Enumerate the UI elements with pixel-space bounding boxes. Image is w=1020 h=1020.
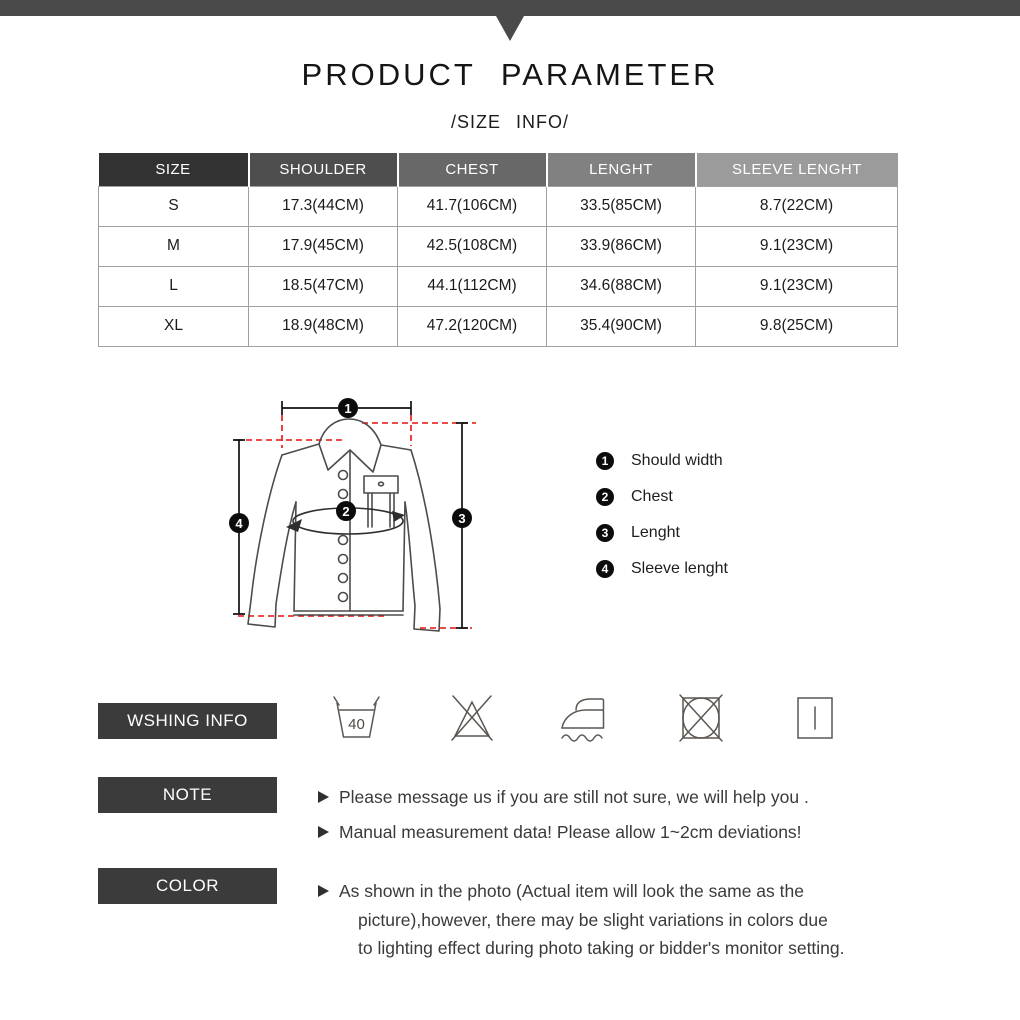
- table-cell: 18.9(48CM): [249, 306, 398, 346]
- col-header-lenght: LENGHT: [547, 153, 696, 186]
- legend-label: Sleeve lenght: [631, 560, 728, 577]
- legend-item: [596, 515, 728, 551]
- table-cell: 8.7(22CM): [696, 186, 898, 226]
- legend-label: Chest: [631, 488, 673, 505]
- legend-label: Lenght: [631, 524, 680, 541]
- measurement-legend: [596, 443, 728, 587]
- table-cell: 34.6(88CM): [547, 266, 696, 306]
- table-cell: 47.2(120CM): [398, 306, 547, 346]
- arrow-bullet-icon: [318, 791, 329, 803]
- badge-2: 2: [342, 504, 350, 519]
- table-cell: XL: [99, 306, 249, 346]
- number-4-icon: 4: [596, 560, 614, 578]
- table-cell: M: [99, 226, 249, 266]
- table-cell: 35.4(90CM): [547, 306, 696, 346]
- top-bar: [0, 0, 1020, 16]
- number-3-icon: 3: [596, 524, 614, 542]
- note-item: [318, 822, 802, 843]
- table-cell: 17.3(44CM): [249, 186, 398, 226]
- color-label: COLOR: [98, 868, 277, 904]
- color-text-line: picture),however, there may be slight variations in colors due: [358, 909, 828, 930]
- do-not-bleach-icon: [447, 692, 497, 742]
- arrow-bullet-icon: [318, 826, 329, 838]
- legend-label: Should width: [631, 452, 723, 469]
- table-cell: 41.7(106CM): [398, 186, 547, 226]
- col-header-shoulder: SHOULDER: [249, 153, 398, 186]
- badge-3: 3: [458, 511, 466, 526]
- col-header-size: SIZE: [99, 153, 249, 186]
- legend-item: [596, 443, 728, 479]
- down-triangle-icon: [496, 16, 524, 41]
- shirt-measurement-diagram: [224, 390, 492, 658]
- table-row: [99, 186, 898, 226]
- page-subtitle: /SIZE INFO/: [450, 112, 569, 132]
- table-row: [99, 266, 898, 306]
- drip-dry-icon: [792, 696, 838, 740]
- washing-info-label: WSHING INFO: [98, 703, 277, 739]
- legend-item: [596, 551, 728, 587]
- note-item: [318, 787, 809, 808]
- col-header-sleeve-lenght: SLEEVE LENGHT: [696, 153, 898, 186]
- col-header-chest: CHEST: [398, 153, 547, 186]
- table-row: [99, 226, 898, 266]
- color-text-line: to lighting effect during photo taking or bidder's monitor setting.: [358, 938, 845, 958]
- number-2-icon: 2: [596, 488, 614, 506]
- table-cell: 33.5(85CM): [547, 186, 696, 226]
- table-cell: 33.9(86CM): [547, 226, 696, 266]
- table-cell: L: [99, 266, 249, 306]
- table-cell: 18.5(47CM): [249, 266, 398, 306]
- iron-icon: [559, 694, 611, 744]
- number-1-icon: 1: [596, 452, 614, 470]
- arrow-bullet-icon: [318, 885, 329, 897]
- do-not-tumble-dry-icon: [676, 692, 726, 744]
- table-cell: 17.9(45CM): [249, 226, 398, 266]
- page-title: PRODUCT PARAMETER: [301, 57, 719, 92]
- table-cell: 9.1(23CM): [696, 266, 898, 306]
- table-cell: 44.1(112CM): [398, 266, 547, 306]
- color-description: [318, 877, 845, 963]
- table-header-row: [99, 153, 898, 186]
- shirt-outline: [248, 419, 440, 631]
- color-text-line: As shown in the photo (Actual item will look the same as the: [339, 881, 804, 901]
- badge-1: 1: [344, 401, 352, 416]
- legend-item: [596, 479, 728, 515]
- wash-40-icon: [332, 694, 382, 742]
- svg-text:40: 40: [348, 716, 365, 733]
- table-row: [99, 306, 898, 346]
- table-cell: 42.5(108CM): [398, 226, 547, 266]
- note-text: Manual measurement data! Please allow 1~2cm deviations!: [339, 822, 802, 842]
- color-text: [339, 877, 845, 963]
- table-cell: S: [99, 186, 249, 226]
- table-cell: 9.8(25CM): [696, 306, 898, 346]
- size-table: [98, 153, 898, 347]
- note-label: NOTE: [98, 777, 277, 813]
- badge-4: 4: [235, 516, 243, 531]
- table-cell: 9.1(23CM): [696, 226, 898, 266]
- note-text: Please message us if you are still not sure, we will help you .: [339, 787, 809, 807]
